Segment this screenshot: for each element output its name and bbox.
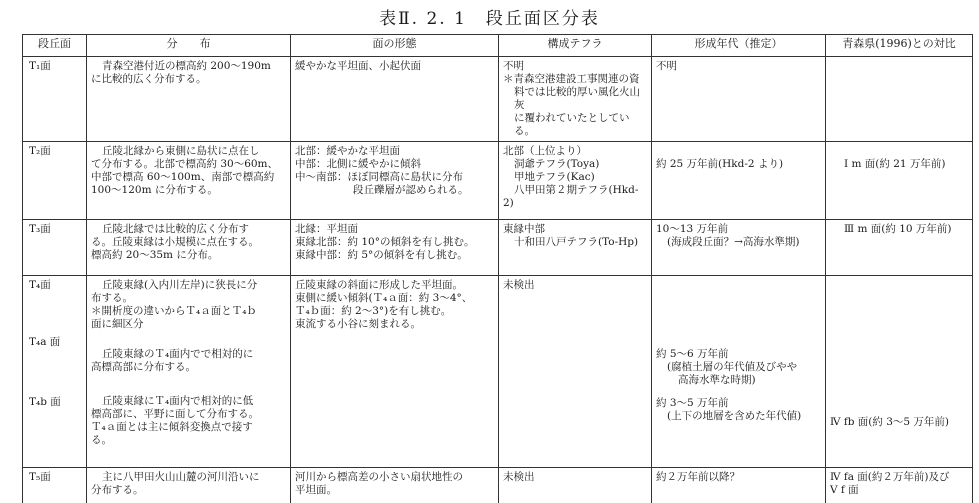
table-row [23,142,973,220]
age-cell: 不明 [652,57,826,142]
terrace-name: T₃面 [23,220,87,276]
table-row [23,57,973,142]
distribution-cell: 丘陵北縁から東側に島状に点在し て分布する。北部で標高約 30～60m、 中部で標高 60～100m、南部で標高約 100～120m に分布する。 [87,142,291,220]
terrace-name: T₅面 [23,468,87,503]
distribution-cell: 青森空港付近の標高約 200～190m に比較的広く分布する。 [87,57,291,142]
distribution-cell: 丘陵北縁では比較的広く分布す る。丘陵東縁は小規模に点在する。 標高約 20～35m に分布。 [87,220,291,276]
header-tephra: 構成テフラ [499,35,652,57]
tephra-cell: 未検出 [499,468,652,503]
form-cell: 北部：緩やかな平坦面 中部：北側に緩やかに傾斜 中～南部：ほぼ同標高に島状に分布 段丘礫層が認められる。 [291,142,499,220]
terrace-classification-table [22,34,973,503]
correlation-cell: Ⅲ m 面(約 10 万年前) [826,220,973,276]
form-cell: 緩やかな平坦面、小起伏面 [291,57,499,142]
tephra-cell: 北部（上位より） 洞爺テフラ(Toya) 甲地テフラ(Kac) 八甲田第２期テフラ(Hkd- 2) [499,142,652,220]
table-row [23,468,973,503]
header-distribution: 分 布 [87,35,291,57]
correlation-cell: Ⅰ m 面(約 21 万年前) [826,142,973,220]
header-form: 面の形態 [291,35,499,57]
age-cell: 約 25 万年前(Hkd-2 より) [652,142,826,220]
header-correlation: 青森県(1996)との対比 [826,35,973,57]
table-row [23,276,973,468]
header-row [23,35,973,57]
terrace-name: T₁面 [23,57,87,142]
header-terrace: 段丘面 [23,35,87,57]
age-cell: 10～13 万年前 (海成段丘面？→高海水準期) [652,220,826,276]
correlation-cell: Ⅳ fa 面(約２万年前)及び Ⅴ f 面 [826,468,973,503]
tephra-cell: 不明 ＊青森空港建設工事関連の資 料では比較的厚い風化火山灰 に覆われていたとしている。 [499,57,652,142]
table-row [23,220,973,276]
header-age: 形成年代（推定） [652,35,826,57]
distribution-cell: 丘陵東縁(入内川左岸)に狭長に分 布する。 ＊開析度の違いからＴ₄ａ面とＴ₄ｂ 面に細区分 丘陵東縁のＴ₄面内でで相対的に 高標高部に分布する。 丘陵東縁にＴ₄面内で相対的に低 標高部に、平野に面して分布する。 Ｔ₄ａ面とは主に傾斜変換点で接す る。 [87,276,291,468]
distribution-cell: 主に八甲田火山山麓の河川沿いに 分布する。 [87,468,291,503]
form-cell: 北縁：平坦面 東縁北部：約 10°の傾斜を有し挑む。 東縁中部：約 5°の傾斜を有し挑む。 [291,220,499,276]
terrace-name: T₂面 [23,142,87,220]
correlation-cell: Ⅳ fb 面(約 3～5 万年前) [826,276,973,468]
age-cell: 約 5～6 万年前 (腐植土層の年代値及びやや 高海水準な時期) 約 3～5 万年前 (上下の地層を含めた年代値) [652,276,826,468]
tephra-cell: 東縁中部 十和田八戸テフラ(To-Hp) [499,220,652,276]
correlation-cell [826,57,973,142]
form-cell: 河川から標高差の小さい扇状地性の 平坦面。 [291,468,499,503]
terrace-name: T₄面 T₄a 面 T₄b 面 [23,276,87,468]
tephra-cell: 未検出 [499,276,652,468]
table-title: 表Ⅱ. 2. 1 段丘面区分表 [379,9,600,29]
form-cell: 丘陵東縁の斜面に形成した平坦面。 東側に緩い傾斜(Ｔ₄ａ面：約 3～4°、 Ｔ₄ｂ面：約 2～3°)を有し挑む。 東流する小谷に刻まれる。 [291,276,499,468]
age-cell: 約２万年前以降？ [652,468,826,503]
